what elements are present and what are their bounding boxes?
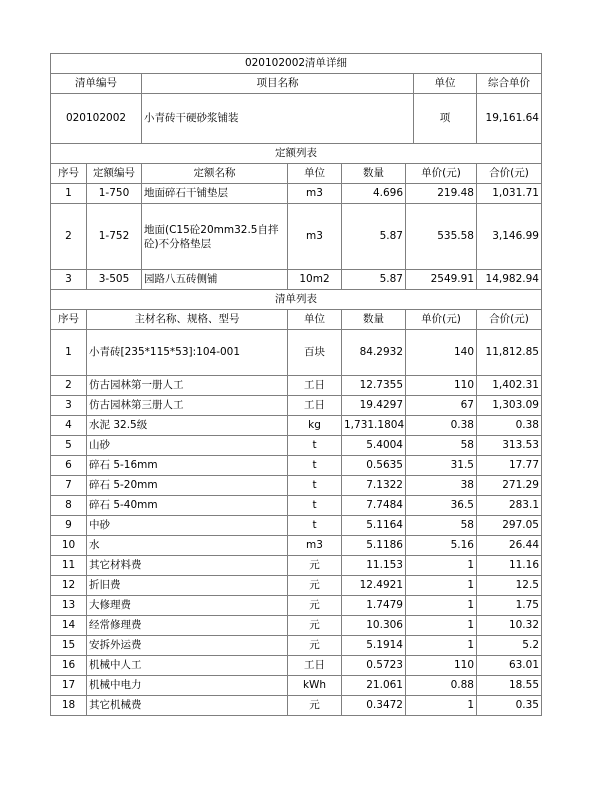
- item-row: [51, 94, 542, 144]
- material-qty: 5.1186: [342, 536, 406, 556]
- material-unit: t: [288, 516, 342, 536]
- material-row: [51, 596, 542, 616]
- material-price: 1: [406, 576, 477, 596]
- material-row: [51, 476, 542, 496]
- material-name: 中砂: [87, 516, 288, 536]
- material-total: 297.05: [477, 516, 542, 536]
- material-row: [51, 330, 542, 376]
- material-total: 0.35: [477, 696, 542, 716]
- header-code: 清单编号: [51, 74, 142, 94]
- material-no: 7: [51, 476, 87, 496]
- quota-name: 地面(C15砼20mm32.5自拌砼)不分格垫层: [142, 204, 288, 270]
- material-price: 0.88: [406, 676, 477, 696]
- material-unit: 元: [288, 596, 342, 616]
- material-unit: t: [288, 476, 342, 496]
- material-unit: m3: [288, 536, 342, 556]
- material-unit: t: [288, 496, 342, 516]
- material-no: 18: [51, 696, 87, 716]
- material-row: [51, 536, 542, 556]
- quota-price: 219.48: [406, 184, 477, 204]
- material-name: 碎石 5-16mm: [87, 456, 288, 476]
- quota-name: 地面碎石干铺垫层: [142, 184, 288, 204]
- material-price: 38: [406, 476, 477, 496]
- quota-row: [51, 270, 542, 290]
- material-name: 碎石 5-40mm: [87, 496, 288, 516]
- quota-no: 2: [51, 204, 87, 270]
- material-name: 折旧费: [87, 576, 288, 596]
- material-price: 1: [406, 596, 477, 616]
- material-row: [51, 456, 542, 476]
- quota-price: 2549.91: [406, 270, 477, 290]
- item-header-row: [51, 74, 542, 94]
- quota-name: 园路八五砖侧铺: [142, 270, 288, 290]
- quota-unit: m3: [288, 184, 342, 204]
- item-unit: 项: [414, 94, 477, 144]
- quota-header-price: 单价(元): [406, 164, 477, 184]
- material-qty: 1,731.1804: [342, 416, 406, 436]
- material-row: [51, 676, 542, 696]
- material-unit: 元: [288, 556, 342, 576]
- materials-section-row: [51, 290, 542, 310]
- quota-no: 1: [51, 184, 87, 204]
- material-price: 110: [406, 376, 477, 396]
- quota-row: [51, 204, 542, 270]
- material-price: 36.5: [406, 496, 477, 516]
- quota-code: 1-750: [87, 184, 142, 204]
- material-total: 63.01: [477, 656, 542, 676]
- materials-section-title: 清单列表: [51, 290, 542, 310]
- material-price: 1: [406, 556, 477, 576]
- quota-header-qty: 数量: [342, 164, 406, 184]
- material-name: 机械中人工: [87, 656, 288, 676]
- material-qty: 5.4004: [342, 436, 406, 456]
- material-no: 2: [51, 376, 87, 396]
- material-total: 17.77: [477, 456, 542, 476]
- quota-header-row: [51, 164, 542, 184]
- materials-header-row: [51, 310, 542, 330]
- material-price: 1: [406, 616, 477, 636]
- material-total: 11,812.85: [477, 330, 542, 376]
- material-total: 313.53: [477, 436, 542, 456]
- material-no: 4: [51, 416, 87, 436]
- material-row: [51, 556, 542, 576]
- quota-row: [51, 184, 542, 204]
- material-qty: 7.7484: [342, 496, 406, 516]
- material-qty: 84.2932: [342, 330, 406, 376]
- quota-total: 1,031.71: [477, 184, 542, 204]
- quota-no: 3: [51, 270, 87, 290]
- material-name: 机械中电力: [87, 676, 288, 696]
- material-name: 水泥 32.5级: [87, 416, 288, 436]
- material-total: 12.5: [477, 576, 542, 596]
- material-price: 58: [406, 436, 477, 456]
- material-total: 1,303.09: [477, 396, 542, 416]
- material-total: 1.75: [477, 596, 542, 616]
- quota-header-unit: 单位: [288, 164, 342, 184]
- materials-header-name: 主材名称、规格、型号: [87, 310, 288, 330]
- quota-qty: 4.696: [342, 184, 406, 204]
- material-price: 67: [406, 396, 477, 416]
- material-no: 3: [51, 396, 87, 416]
- material-name: 碎石 5-20mm: [87, 476, 288, 496]
- material-total: 18.55: [477, 676, 542, 696]
- quota-section-title: 定额列表: [51, 144, 542, 164]
- material-name: 山砂: [87, 436, 288, 456]
- quota-header-no: 序号: [51, 164, 87, 184]
- item-price: 19,161.64: [477, 94, 542, 144]
- material-price: 31.5: [406, 456, 477, 476]
- material-price: 5.16: [406, 536, 477, 556]
- material-no: 8: [51, 496, 87, 516]
- material-row: [51, 616, 542, 636]
- material-row: [51, 416, 542, 436]
- quota-code: 1-752: [87, 204, 142, 270]
- material-total: 283.1: [477, 496, 542, 516]
- material-row: [51, 496, 542, 516]
- quota-unit: m3: [288, 204, 342, 270]
- item-code: 020102002: [51, 94, 142, 144]
- item-name: 小青砖干硬砂浆铺装: [142, 94, 414, 144]
- materials-header-price: 单价(元): [406, 310, 477, 330]
- material-price: 0.38: [406, 416, 477, 436]
- material-total: 11.16: [477, 556, 542, 576]
- material-name: 其它材料费: [87, 556, 288, 576]
- material-qty: 1.7479: [342, 596, 406, 616]
- material-name: 大修理费: [87, 596, 288, 616]
- material-price: 1: [406, 696, 477, 716]
- material-row: [51, 656, 542, 676]
- title-row: [51, 54, 542, 74]
- header-price: 综合单价: [477, 74, 542, 94]
- material-qty: 21.061: [342, 676, 406, 696]
- material-row: [51, 636, 542, 656]
- materials-header-qty: 数量: [342, 310, 406, 330]
- material-name: 其它机械费: [87, 696, 288, 716]
- material-name: 仿古园林第一册人工: [87, 376, 288, 396]
- material-qty: 0.3472: [342, 696, 406, 716]
- material-no: 17: [51, 676, 87, 696]
- quota-header-total: 合价(元): [477, 164, 542, 184]
- sheet-title: 020102002清单详细: [51, 54, 542, 74]
- material-unit: 元: [288, 616, 342, 636]
- material-total: 10.32: [477, 616, 542, 636]
- material-no: 5: [51, 436, 87, 456]
- material-row: [51, 576, 542, 596]
- header-name: 项目名称: [142, 74, 414, 94]
- quota-price: 535.58: [406, 204, 477, 270]
- material-no: 6: [51, 456, 87, 476]
- material-no: 15: [51, 636, 87, 656]
- material-price: 140: [406, 330, 477, 376]
- material-unit: 元: [288, 696, 342, 716]
- quota-header-code: 定额编号: [87, 164, 142, 184]
- material-total: 26.44: [477, 536, 542, 556]
- material-row: [51, 516, 542, 536]
- quota-section-row: [51, 144, 542, 164]
- material-name: 小青砖[235*115*53]:104-001: [87, 330, 288, 376]
- material-row: [51, 696, 542, 716]
- material-name: 经常修理费: [87, 616, 288, 636]
- header-unit: 单位: [414, 74, 477, 94]
- material-qty: 7.1322: [342, 476, 406, 496]
- material-no: 16: [51, 656, 87, 676]
- material-no: 12: [51, 576, 87, 596]
- material-name: 安拆外运费: [87, 636, 288, 656]
- material-qty: 5.1914: [342, 636, 406, 656]
- material-qty: 12.4921: [342, 576, 406, 596]
- quota-unit: 10m2: [288, 270, 342, 290]
- material-unit: 工日: [288, 376, 342, 396]
- material-qty: 10.306: [342, 616, 406, 636]
- material-name: 仿古园林第三册人工: [87, 396, 288, 416]
- quota-qty: 5.87: [342, 204, 406, 270]
- material-unit: kWh: [288, 676, 342, 696]
- quota-total: 14,982.94: [477, 270, 542, 290]
- material-total: 1,402.31: [477, 376, 542, 396]
- material-no: 9: [51, 516, 87, 536]
- material-name: 水: [87, 536, 288, 556]
- material-qty: 5.1164: [342, 516, 406, 536]
- material-unit: t: [288, 436, 342, 456]
- material-unit: 元: [288, 576, 342, 596]
- material-no: 14: [51, 616, 87, 636]
- material-price: 58: [406, 516, 477, 536]
- material-unit: kg: [288, 416, 342, 436]
- material-total: 5.2: [477, 636, 542, 656]
- material-row: [51, 376, 542, 396]
- material-total: 271.29: [477, 476, 542, 496]
- materials-header-total: 合价(元): [477, 310, 542, 330]
- material-row: [51, 436, 542, 456]
- material-qty: 12.7355: [342, 376, 406, 396]
- quota-header-name: 定额名称: [142, 164, 288, 184]
- material-unit: 工日: [288, 656, 342, 676]
- material-no: 1: [51, 330, 87, 376]
- quota-code: 3-505: [87, 270, 142, 290]
- material-unit: t: [288, 456, 342, 476]
- material-no: 11: [51, 556, 87, 576]
- bill-table: [50, 53, 542, 716]
- material-qty: 19.4297: [342, 396, 406, 416]
- material-unit: 工日: [288, 396, 342, 416]
- bill-detail-sheet: [50, 53, 541, 716]
- material-unit: 元: [288, 636, 342, 656]
- material-price: 1: [406, 636, 477, 656]
- material-total: 0.38: [477, 416, 542, 436]
- material-row: [51, 396, 542, 416]
- quota-qty: 5.87: [342, 270, 406, 290]
- material-qty: 0.5723: [342, 656, 406, 676]
- materials-header-unit: 单位: [288, 310, 342, 330]
- material-qty: 11.153: [342, 556, 406, 576]
- material-no: 10: [51, 536, 87, 556]
- materials-header-no: 序号: [51, 310, 87, 330]
- material-no: 13: [51, 596, 87, 616]
- material-price: 110: [406, 656, 477, 676]
- material-qty: 0.5635: [342, 456, 406, 476]
- quota-total: 3,146.99: [477, 204, 542, 270]
- material-unit: 百块: [288, 330, 342, 376]
